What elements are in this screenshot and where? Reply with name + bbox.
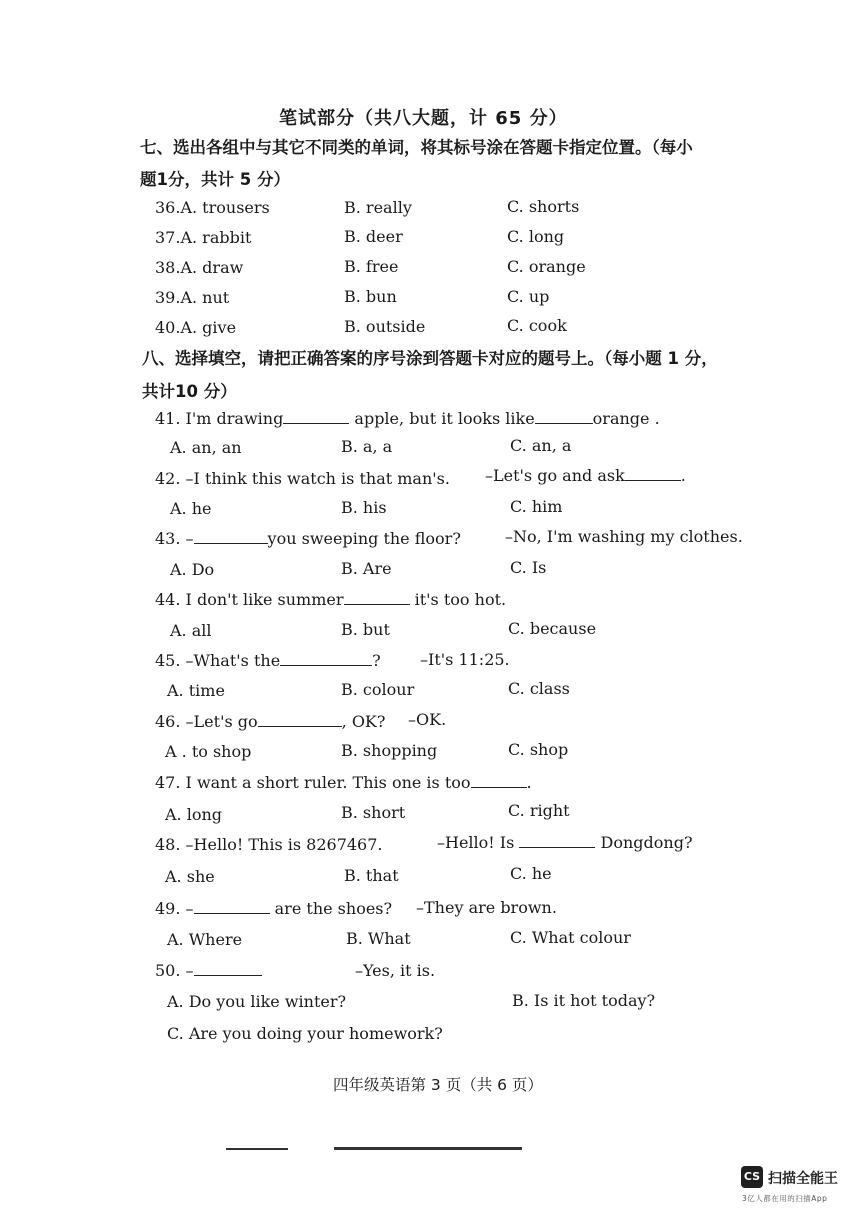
option-b: B. free bbox=[344, 257, 399, 276]
question-text: –Let's go bbox=[185, 712, 258, 731]
option-c: C. shorts bbox=[507, 197, 580, 216]
question-text: you sweeping the floor? bbox=[267, 529, 461, 548]
question-50-reply: –Yes, it is. bbox=[355, 961, 436, 980]
option-b: B. shopping bbox=[341, 741, 438, 760]
answer-blank bbox=[519, 833, 595, 848]
answer-blank bbox=[625, 466, 681, 481]
question-48-reply bbox=[437, 833, 693, 852]
question-47 bbox=[155, 773, 532, 792]
option-c: C. an, a bbox=[510, 436, 572, 455]
option-a: A. an, an bbox=[170, 438, 242, 457]
scan-artifact-line bbox=[226, 1148, 288, 1150]
question-49 bbox=[155, 899, 392, 918]
option-c: C. class bbox=[508, 679, 570, 698]
question-text: –Let's go and ask bbox=[485, 466, 625, 485]
page-footer: 四年级英语第 3 页（共 6 页） bbox=[333, 1076, 543, 1094]
question-45-reply: –It's 11:25. bbox=[420, 650, 510, 669]
question-46 bbox=[155, 712, 385, 731]
section-8-instruction-line2: 共计10 分） bbox=[142, 382, 237, 401]
answer-blank bbox=[194, 899, 270, 914]
question-text: . bbox=[526, 773, 532, 792]
question-text: – bbox=[185, 961, 194, 980]
question-text: – bbox=[185, 529, 194, 548]
question-number: 36. bbox=[155, 198, 181, 217]
option-b: B. outside bbox=[344, 317, 426, 336]
option-c: C. Are you doing your homework? bbox=[167, 1024, 443, 1043]
option-a: A. give bbox=[180, 318, 237, 337]
option-c: C. orange bbox=[507, 257, 586, 276]
question-text: – bbox=[185, 899, 194, 918]
question-37 bbox=[155, 228, 251, 247]
page-title: 笔试部分（共八大题，计 65 分） bbox=[279, 108, 568, 129]
option-b: B. Are bbox=[341, 559, 392, 578]
question-text: –Hello! This is 8267467. bbox=[185, 835, 383, 854]
question-43-reply: –No, I'm washing my clothes. bbox=[505, 527, 743, 546]
question-number: 43. bbox=[155, 529, 181, 548]
answer-blank bbox=[280, 651, 372, 666]
option-c: C. What colour bbox=[510, 928, 631, 947]
question-50 bbox=[155, 961, 262, 980]
option-a: A. rabbit bbox=[180, 228, 252, 247]
option-a: A . to shop bbox=[165, 742, 252, 761]
option-b: B. What bbox=[346, 929, 411, 948]
answer-blank bbox=[258, 712, 342, 727]
option-a: A. nut bbox=[180, 288, 230, 307]
option-b: B. colour bbox=[341, 680, 415, 699]
question-44 bbox=[155, 590, 506, 609]
camscanner-logo-icon: CS bbox=[741, 1166, 763, 1188]
question-text: , OK? bbox=[341, 712, 386, 731]
option-a: A. Do bbox=[170, 560, 215, 579]
question-number: 46. bbox=[155, 712, 181, 731]
option-c: C. cook bbox=[507, 316, 567, 335]
option-a: A. Do you like winter? bbox=[167, 992, 347, 1011]
question-39 bbox=[155, 288, 229, 307]
question-number: 45. bbox=[155, 651, 181, 670]
question-45 bbox=[155, 651, 381, 670]
watermark-app-name: 扫描全能王 bbox=[768, 1171, 838, 1187]
question-49-reply: –They are brown. bbox=[416, 898, 557, 917]
question-41 bbox=[155, 409, 660, 428]
option-b: B. short bbox=[341, 803, 406, 822]
option-c: C. because bbox=[508, 619, 597, 638]
scan-artifact-line bbox=[334, 1147, 522, 1150]
question-number: 41. bbox=[155, 409, 181, 428]
question-text: . bbox=[680, 466, 686, 485]
question-text: –What's the bbox=[185, 651, 281, 670]
answer-blank bbox=[471, 773, 527, 788]
question-text: Dongdong? bbox=[600, 833, 693, 852]
answer-blank bbox=[194, 961, 262, 976]
option-a: A. she bbox=[165, 867, 215, 886]
option-c: C. Is bbox=[510, 558, 547, 577]
option-b: B. deer bbox=[344, 227, 403, 246]
watermark-tagline: 3亿人都在用的扫描App bbox=[742, 1194, 828, 1203]
question-number: 47. bbox=[155, 773, 181, 792]
option-b: B. really bbox=[344, 198, 412, 217]
question-text: ? bbox=[372, 651, 381, 670]
question-number: 39. bbox=[155, 288, 181, 307]
section-8-instruction-line1: 八、选择填空，请把正确答案的序号涂到答题卡对应的题号上。（每小题 1 分， bbox=[142, 349, 718, 368]
question-number: 48. bbox=[155, 835, 181, 854]
question-43 bbox=[155, 529, 461, 548]
section-7-instruction-line1: 七、选出各组中与其它不同类的单词，将其标号涂在答题卡指定位置。（每小 bbox=[140, 138, 693, 157]
question-number: 44. bbox=[155, 590, 181, 609]
option-b: B. bun bbox=[344, 287, 397, 306]
option-a: A. all bbox=[170, 621, 212, 640]
section-7-instruction-line2: 题1分，共计 5 分） bbox=[140, 170, 290, 189]
option-c: C. he bbox=[510, 864, 552, 883]
option-b: B. his bbox=[341, 498, 387, 517]
option-b: B. a, a bbox=[341, 437, 393, 456]
answer-blank bbox=[283, 409, 349, 424]
question-text: –I think this watch is that man's. bbox=[185, 469, 450, 488]
question-text: I don't like summer bbox=[185, 590, 344, 609]
question-42 bbox=[155, 469, 450, 488]
option-c: C. up bbox=[507, 287, 550, 306]
question-text: I'm drawing bbox=[185, 409, 284, 428]
question-36 bbox=[155, 198, 270, 217]
option-a: A. draw bbox=[180, 258, 244, 277]
option-a: A. trousers bbox=[180, 198, 270, 217]
option-b: B. but bbox=[341, 620, 390, 639]
option-a: A. Where bbox=[167, 930, 243, 949]
question-number: 50. bbox=[155, 961, 181, 980]
question-42-reply bbox=[485, 466, 686, 485]
question-text: I want a short ruler. This one is too bbox=[185, 773, 471, 792]
option-a: A. time bbox=[167, 681, 225, 700]
question-text: orange . bbox=[592, 409, 660, 428]
answer-blank bbox=[535, 409, 593, 424]
option-c: C. shop bbox=[508, 740, 569, 759]
question-number: 38. bbox=[155, 258, 181, 277]
option-b: B. Is it hot today? bbox=[512, 991, 656, 1010]
option-c: C. right bbox=[508, 801, 570, 820]
question-number: 40. bbox=[155, 318, 181, 337]
question-46-reply: –OK. bbox=[408, 710, 447, 729]
option-b: B. that bbox=[344, 866, 399, 885]
answer-blank bbox=[344, 590, 410, 605]
question-text: apple, but it looks like bbox=[354, 409, 535, 428]
option-a: A. he bbox=[170, 499, 212, 518]
option-c: C. long bbox=[507, 227, 565, 246]
question-38 bbox=[155, 258, 243, 277]
question-text: it's too hot. bbox=[414, 590, 507, 609]
question-text: are the shoes? bbox=[274, 899, 393, 918]
question-40 bbox=[155, 318, 236, 337]
option-c: C. him bbox=[510, 497, 563, 516]
question-number: 37. bbox=[155, 228, 181, 247]
option-a: A. long bbox=[165, 805, 223, 824]
answer-blank bbox=[194, 529, 268, 544]
question-number: 49. bbox=[155, 899, 181, 918]
question-48 bbox=[155, 835, 383, 854]
question-number: 42. bbox=[155, 469, 181, 488]
question-text: –Hello! Is bbox=[437, 833, 515, 852]
